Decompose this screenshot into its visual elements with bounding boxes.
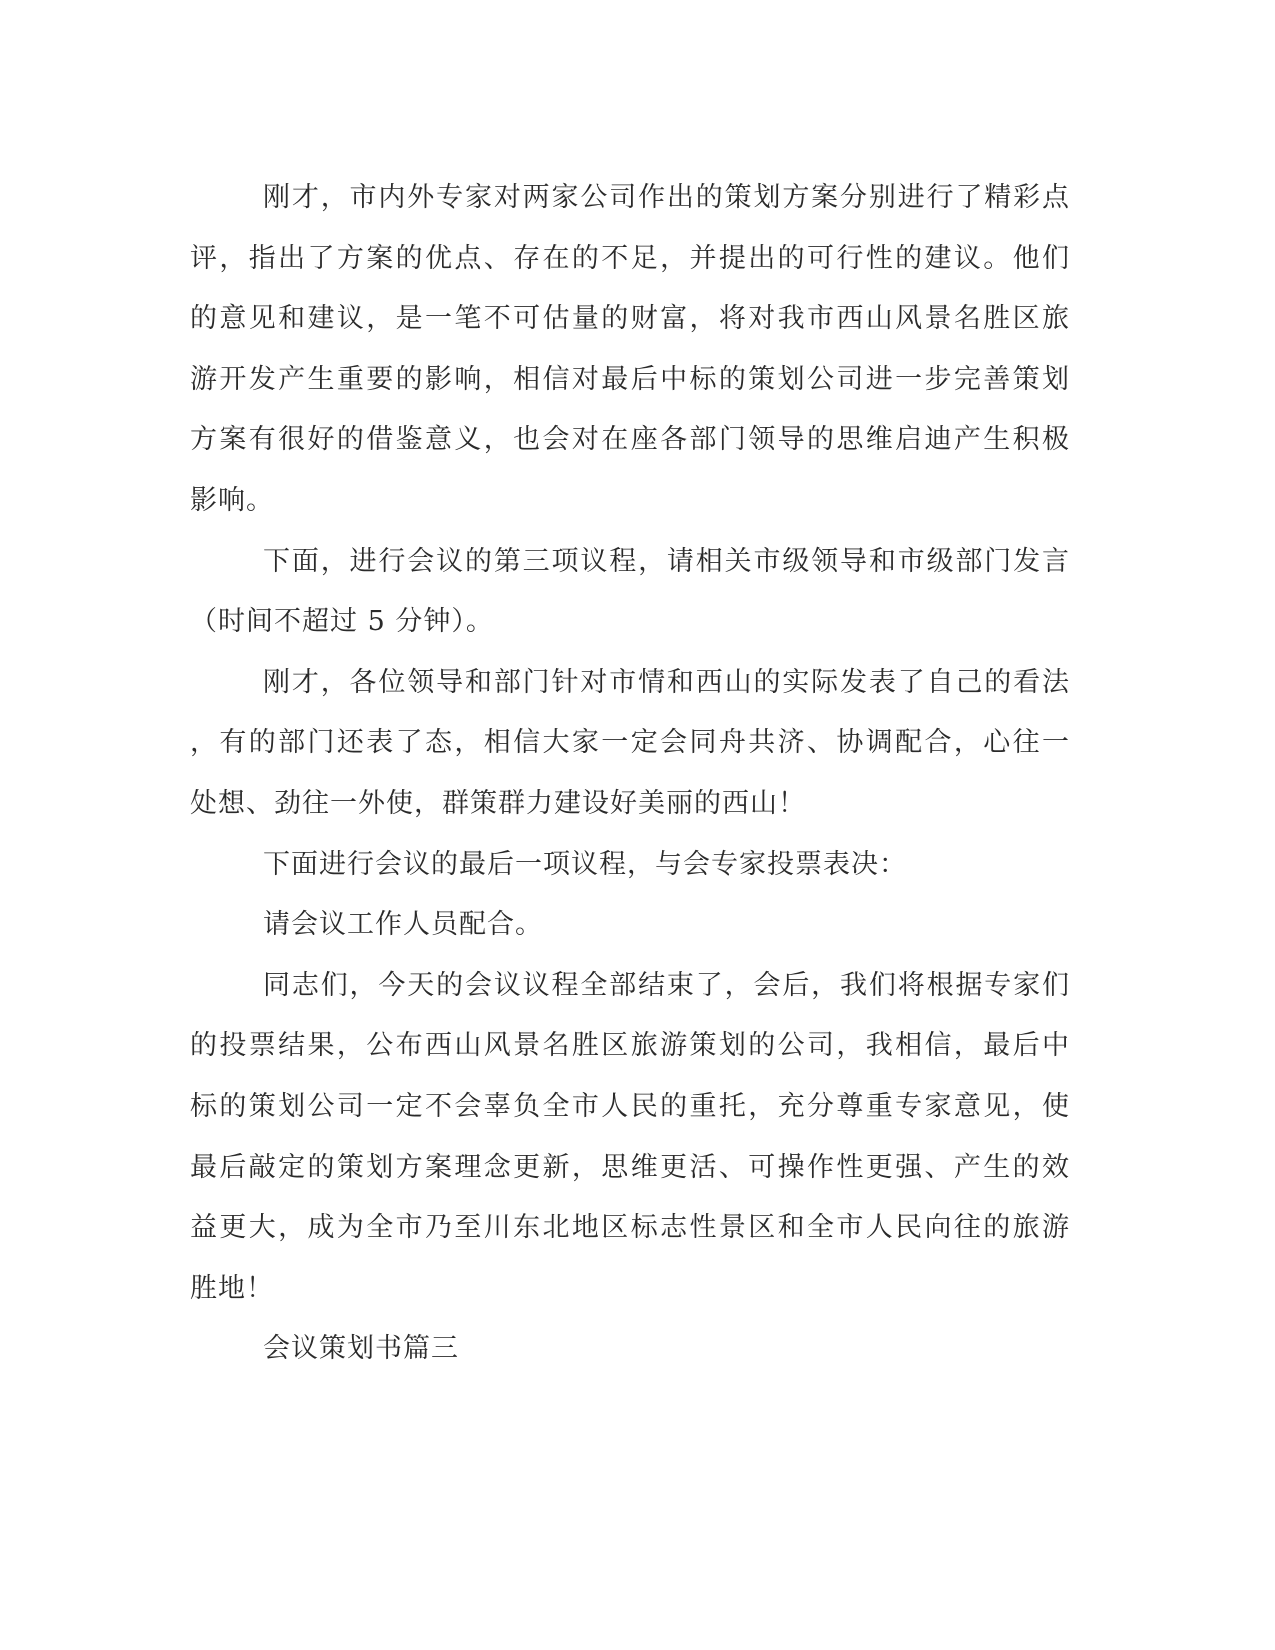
paragraph [190,168,1070,532]
text-line: 刚才，市内外专家对两家公司作出的策划方案分别进行了精彩点 [263,182,1070,213]
text-line: 刚才，各位领导和部门针对市情和西山的实际发表了自己的看法 [263,666,1070,698]
text-line: 评，指出了方案的优点、存在的不足，并提出的可行性的建议。他们 [190,242,1070,274]
text-line: 请会议工作人员配合。 [263,909,543,941]
text-line: （时间不超过 5 分钟）。 [190,606,494,638]
text-line: 方案有很好的借鉴意义，也会对在座各部门领导的思维启迪产生积极 [190,424,1070,456]
text-line: 游开发产生重要的影响，相信对最后中标的策划公司进一步完善策划 [190,363,1070,395]
paragraph [190,956,1070,1320]
paragraph [190,895,1070,956]
paragraph [190,653,1070,835]
text-line: 同志们，今天的会议议程全部结束了，会后，我们将根据专家们 [263,969,1070,1001]
text-line: 胜地！ [190,1272,274,1304]
document-body [190,168,1070,1380]
text-line: 下面进行会议的最后一项议程，与会专家投票表决： [263,848,907,880]
text-line: 下面，进行会议的第三项议程，请相关市级领导和市级部门发言 [263,545,1070,577]
text-line: 标的策划公司一定不会辜负全市人民的重托，充分尊重专家意见，使 [190,1090,1070,1122]
heading-text: 会议策划书篇三 [263,1333,459,1365]
text-line: 的意见和建议，是一笔不可估量的财富，将对我市西山风景名胜区旅 [190,303,1070,335]
text-line: 益更大，成为全市乃至川东北地区标志性景区和全市人民向往的旅游 [190,1212,1070,1244]
section-heading [190,1319,1070,1380]
text-line: 的投票结果，公布西山风景名胜区旅游策划的公司，我相信，最后中 [190,1030,1070,1062]
paragraph [190,532,1070,653]
text-line: ，有的部门还表了态，相信大家一定会同舟共济、协调配合，心往一 [190,727,1070,759]
paragraph [190,835,1070,896]
text-line: 最后敲定的策划方案理念更新，思维更活、可操作性更强、产生的效 [190,1151,1070,1183]
text-line: 处想、劲往一外使，群策群力建设好美丽的西山！ [190,787,806,819]
text-line: 影响。 [190,484,274,516]
